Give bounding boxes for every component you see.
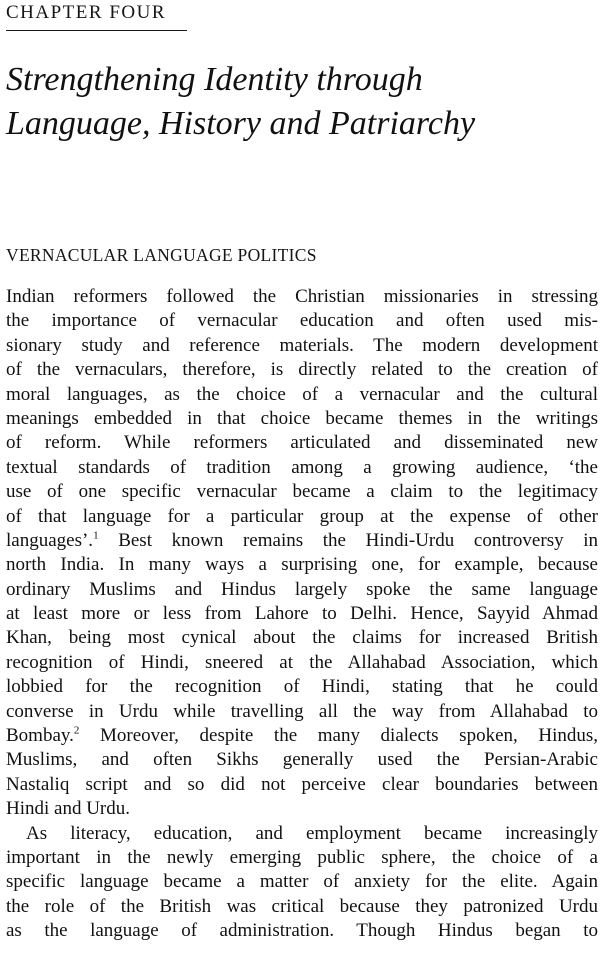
text-line: Khan, being most cynical about the claims for increased British [6, 627, 598, 649]
text-line: Muslims, and often Sikhs generally used the Persian-Arabic [6, 749, 598, 771]
text-line: ordinary Muslims and Hindus largely spoke the same language [6, 578, 598, 600]
paragraph [6, 822, 598, 944]
text-line: Nastaliq script and so did not perceive clear boundaries between [6, 773, 598, 795]
text-line: Hindi and Urdu. [6, 798, 131, 820]
text-line: the importance of vernacular education and often used mis- [6, 310, 598, 332]
text-fragment: Bombay. [6, 725, 74, 747]
text-line: important in the newly emerging public sphere, the choice of a [6, 846, 598, 868]
text-line: meanings embedded in that choice became themes in the writings [6, 407, 598, 429]
paragraph [6, 285, 598, 822]
text-line: of reform. While reformers articulated and disseminated new [6, 432, 598, 454]
text-fragment: languages’. [6, 529, 94, 551]
text-line: textual standards of tradition among a growing audience, ‘the [6, 456, 598, 478]
body-text [6, 285, 598, 944]
text-fragment: Moreover, despite the many dialects spoken, Hindus, [79, 725, 598, 747]
text-line: the role of the British was critical because they patronized Urdu [6, 895, 598, 917]
text-line-with-note [6, 529, 598, 553]
text-line: converse in Urdu while travelling all the way from Allahabad to [6, 700, 598, 722]
text-line: Indian reformers followed the Christian missionaries in stressing [6, 286, 598, 307]
text-line: of that language for a particular group at the expense of other [6, 505, 598, 527]
footnote-ref[interactable]: 1 [93, 529, 99, 542]
section-heading: VERNACULAR LANGUAGE POLITICS [6, 245, 317, 265]
text-line: moral languages, as the choice of a vernacular and the cultural [6, 383, 598, 405]
text-line: use of one specific vernacular became a claim to the legitimacy [6, 481, 598, 503]
chapter-label: CHAPTER FOUR [6, 2, 166, 23]
text-line: specific language became a matter of anxiety for the elite. Again [6, 871, 598, 893]
text-line: at least more or less from Lahore to Delhi. Hence, Sayyid Ahmad [6, 603, 598, 625]
text-line: As literacy, education, and employment became increasingly [26, 822, 598, 844]
text-fragment: Best known remains the Hindi-Urdu controversy in [98, 529, 598, 551]
chapter-title-line: Language, History and Patriarchy [6, 105, 476, 142]
text-line-with-note [6, 724, 598, 748]
text-line: as the language of administration. Though Hindus began to [6, 920, 598, 942]
text-line: of the vernaculars, therefore, is directly related to the creation of [6, 359, 598, 381]
text-line: north India. In many ways a surprising one, for example, because [6, 554, 598, 576]
footnote-ref[interactable]: 2 [73, 724, 80, 737]
text-line: lobbied for the recognition of Hindi, stating that he could [6, 676, 598, 698]
text-line: recognition of Hindi, sneered at the Allahabad Association, which [6, 651, 598, 673]
chapter-title [6, 58, 596, 146]
chapter-rule [6, 30, 187, 31]
text-line: sionary study and reference materials. The modern development [6, 334, 598, 356]
chapter-title-line: Strengthening Identity through [6, 61, 423, 98]
